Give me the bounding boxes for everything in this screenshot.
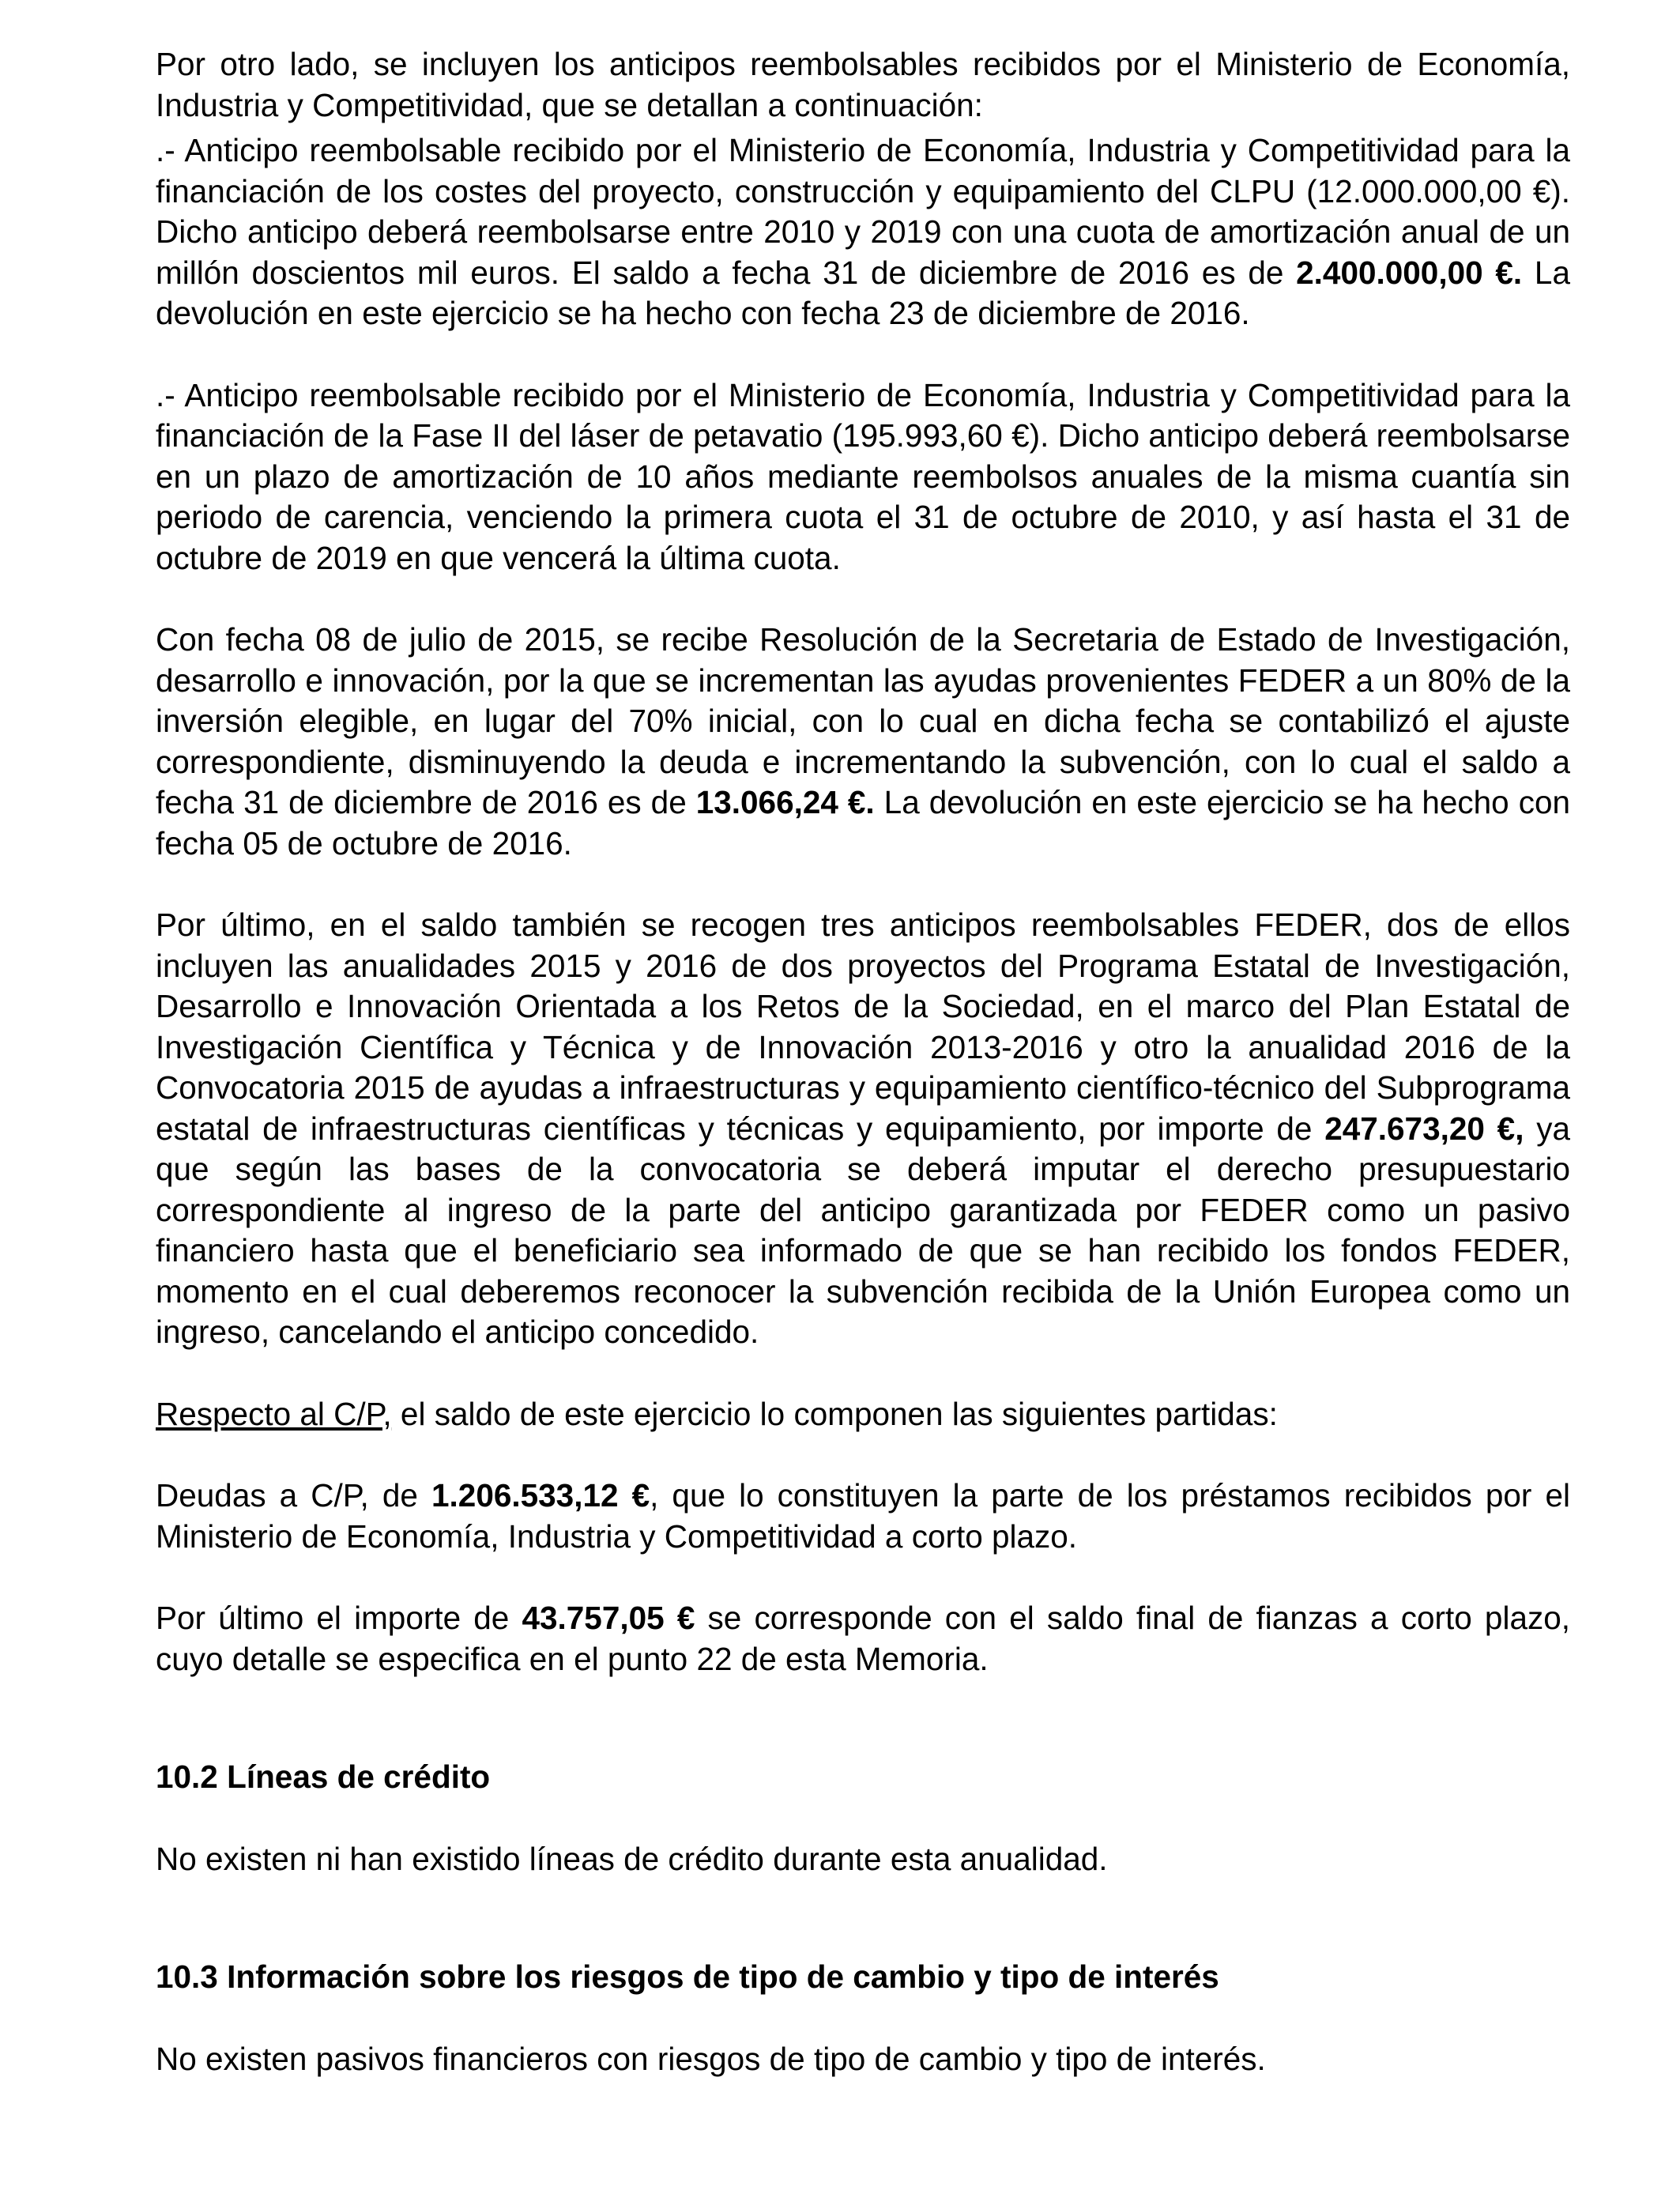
feder-anticipos-amount: 247.673,20 €, [1324, 1110, 1524, 1147]
feder-anticipos-text: Por último, en el saldo también se recogen tres anticipos reembolsables FEDER, dos de ellos incluyen las anualidades 2015 y 2016 de dos proyectos del Programa Estatal de Investigación, Desarrollo e Innovación Orientada a los Retos de la Sociedad, en el marco del Plan Estatal de Investigación Científica y Técnica y de Innovación 2013-2016 y otro la anualidad 2016 de la Convocatoria 2015 de ayudas a infraestructuras y equipamiento científico-técnico del Subprograma estatal de infraestructuras científicas y técnicas y equipamiento, por importe de [156, 907, 1570, 1147]
fianzas-amount: 43.757,05 € [522, 1600, 695, 1636]
fianzas-paragraph [156, 1598, 1570, 1679]
document-page [156, 44, 1570, 2079]
section-10-3-title: 10.3 Información sobre los riesgos de tipo de cambio y tipo de interés [156, 1958, 1219, 1995]
cp-intro-text: el saldo de este ejercicio lo componen las siguientes partidas: [391, 1395, 1278, 1432]
anticipo-clpu-text: .- Anticipo reembolsable recibido por el Ministerio de Economía, Industria y Competitividad para la financiación de los costes del proyecto, construcción y equipamiento del CLPU (12.000.000,00 €). Dicho anticipo deberá reembolsarse entre 2010 y 2019 con una cuota de amortización anual de un millón doscientos mil euros. El saldo a fecha 31 de diciembre de 2016 es de [156, 132, 1570, 291]
feder-resolution-paragraph [156, 620, 1570, 864]
feder-anticipos-paragraph [156, 905, 1570, 1353]
feder-resolution-refund-text: La devolución en este ejercicio se ha hecho con fecha 05 de octubre de 2016. [156, 784, 1570, 861]
feder-resolution-text: Con fecha 08 de julio de 2015, se recibe Resolución de la Secretaria de Estado de Investigación, desarrollo e innovación, por la que se incrementan las ayudas provenientes FEDER a un 80% de la inversión elegible, en lugar del 70% inicial, con lo cual en dicha fecha se contabilizó el ajuste correspondiente, disminuyendo la deuda e incrementando la subvención, con lo cual el saldo a fecha 31 de diciembre de 2016 es de [156, 621, 1570, 820]
fianzas-text: Por último el importe de [156, 1600, 522, 1636]
anticipo-clpu-paragraph [156, 130, 1570, 334]
feder-anticipos-rest: ya que según las bases de la convocatoria se deberá imputar el derecho presupuestario correspondiente al ingreso de la parte del anticipo garantizada por FEDER como un pasivo financiero hasta que el beneficiario sea informado de que se han recibido los fondos FEDER, momento en el cual deberemos reconocer la subvención recibida de la Unión Europea como un ingreso, cancelando el anticipo concedido. [156, 1110, 1570, 1350]
deudas-cp-amount: 1.206.533,12 € [431, 1477, 650, 1514]
cp-intro-paragraph [156, 1394, 1570, 1435]
intro-paragraph: Por otro lado, se incluyen los anticipos reembolsables recibidos por el Ministerio de Economía, Industria y Competitividad, que se detallan a continuación: [156, 46, 1570, 123]
section-10-2-text: No existen ni han existido líneas de crédito durante esta anualidad. [156, 1840, 1108, 1877]
section-10-3-text: No existen pasivos financieros con riesgos de tipo de cambio y tipo de interés. [156, 2040, 1266, 2077]
anticipo-clpu-refund-text: La devolución en este ejercicio se ha hecho con fecha 23 de diciembre de 2016. [156, 254, 1570, 331]
anticipo-clpu-balance: 2.400.000,00 €. [1296, 254, 1523, 291]
section-10-2-title: 10.2 Líneas de crédito [156, 1759, 491, 1795]
deudas-cp-text: Deudas a C/P, de [156, 1477, 432, 1514]
fianzas-rest: se corresponde con el saldo final de fianzas a corto plazo, cuyo detalle se especifica en el punto 22 de esta Memoria. [156, 1600, 1571, 1677]
cp-heading-underlined: Respecto al C/P, [156, 1395, 392, 1432]
deudas-cp-rest: , que lo constituyen la parte de los préstamos recibidos por el Ministerio de Economía, Industria y Competitividad a corto plazo. [156, 1477, 1570, 1555]
feder-resolution-balance: 13.066,24 €. [695, 784, 875, 820]
deudas-cp-paragraph [156, 1476, 1570, 1557]
anticipo-petavatio-paragraph: .- Anticipo reembolsable recibido por el Ministerio de Economía, Industria y Competitividad para la financiación de la Fase II del láser de petavatio (195.993,60 €). Dicho anticipo deberá reembolsarse en un plazo de amortización de 10 años mediante reembolsos anuales de la misma cuantía sin periodo de carencia, venciendo la primera cuota el 31 de octubre de 2010, y así hasta el 31 de octubre de 2019 en que vencerá la última cuota. [156, 376, 1570, 576]
